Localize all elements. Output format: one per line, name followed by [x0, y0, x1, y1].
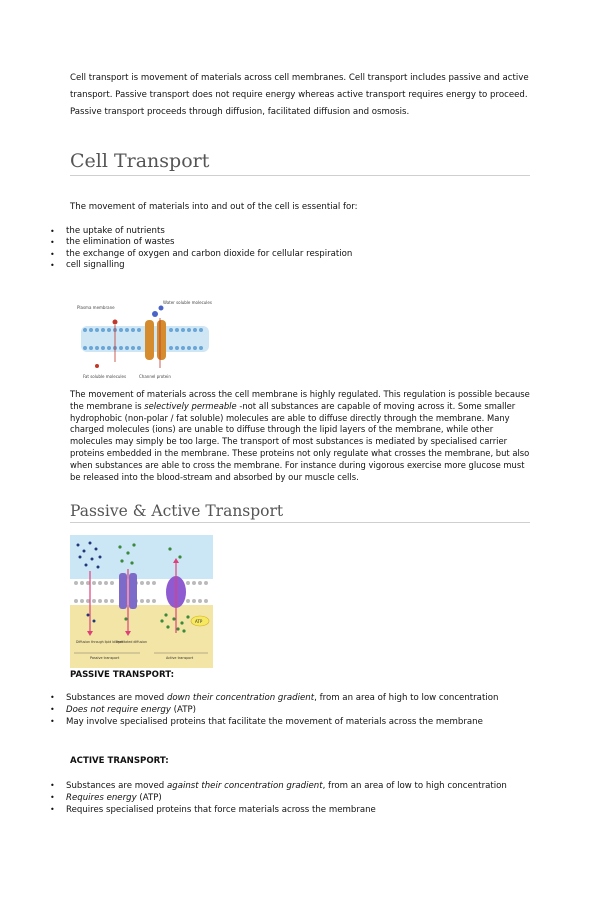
list-item: • Requires specialised proteins that force materials across the membrane [66, 804, 536, 816]
list-item: • May involve specialised proteins that facilitate the movement of materials across the membrane [66, 716, 536, 728]
plasma-membrane-label: Plasma membrane [77, 305, 115, 310]
list-emphasis: Requires energy [66, 793, 137, 803]
list-text: , from an area of low to high concentration [322, 781, 507, 791]
list-emphasis: down their concentration gradient [166, 693, 315, 703]
list-item: • the elimination of wastes [66, 237, 352, 248]
fat-soluble-label: Fat soluble molecules [83, 374, 127, 379]
diffusion-label: Diffusion through lipid bilayer [76, 640, 124, 644]
list-text: (ATP) [170, 705, 197, 715]
list-item [66, 780, 536, 792]
list-item [66, 704, 536, 716]
transport-diagram [70, 535, 213, 668]
cell-transport-lead: The movement of materials into and out of the cell is essential for: [70, 202, 358, 212]
intro-paragraph: Cell transport is movement of materials across cell membranes. Cell transport includes passive and active transport. Passive transport does not require energy whereas active transport requires energy to proceed. Passive transport proceeds through diffusion, facilitated diffusion and osmosis. [70, 73, 529, 117]
membrane-diagram [75, 300, 215, 390]
active-transport-label: ACTIVE TRANSPORT: [70, 756, 169, 766]
regulation-paragraph [70, 389, 532, 483]
selectively-permeable-term: selectively permeable [144, 400, 237, 411]
regulation-text-part: -not all substances are capable of moving across it. Some smaller hydrophobic (non-polar / fat soluble) molecules are able to diffuse directly through the membrane. Many charged molecules (ions) are unable to diffuse through the lipid layers of the membrane, while other molecules may simply be too large. The transport of most substances is mediated by specialised carrier proteins embedded in the membrane. These proteins not only regulate what crosses the membrane, but also when substances are able to cross the membrane. For instance during vigorous exercise more glucose must be released into the blood-stream and absorbed by our muscle cells. [70, 400, 530, 482]
list-text: Substances are moved [66, 693, 167, 703]
list-item [66, 692, 536, 704]
heading-cell-transport: Cell Transport [70, 150, 530, 176]
list-item [66, 792, 536, 804]
facilitated-diffusion-label: Facilitated diffusion [116, 640, 147, 644]
passive-transport-list [66, 692, 536, 728]
active-transport-figure-label: Active transport [166, 656, 194, 660]
active-transport-list [66, 780, 536, 816]
list-text: (ATP) [136, 793, 162, 803]
heading-passive-active-transport: Passive & Active Transport [70, 502, 530, 523]
passive-transport-figure-label: Passive transport [90, 656, 120, 660]
list-item: • the exchange of oxygen and carbon dioxide for cellular respiration [66, 249, 352, 260]
list-item: • the uptake of nutrients [66, 226, 352, 237]
atp-label: ATP [195, 619, 203, 624]
water-soluble-label: Water soluble molecules [163, 300, 212, 305]
list-item: • cell signalling [66, 260, 352, 271]
passive-transport-label: PASSIVE TRANSPORT: [70, 670, 175, 680]
channel-protein-label: Channel protein [139, 374, 171, 379]
list-text: , from an area of high to low concentration [314, 693, 499, 703]
list-text: Substances are moved [66, 781, 167, 791]
list-emphasis: Does not require energy [66, 705, 171, 715]
regulation-text-part: The movement of materials across the cell membrane is highly regulated. This regulation is possible because the membrane is [70, 389, 530, 411]
essential-functions-list [66, 226, 352, 271]
list-emphasis: against their concentration gradient [166, 781, 323, 791]
